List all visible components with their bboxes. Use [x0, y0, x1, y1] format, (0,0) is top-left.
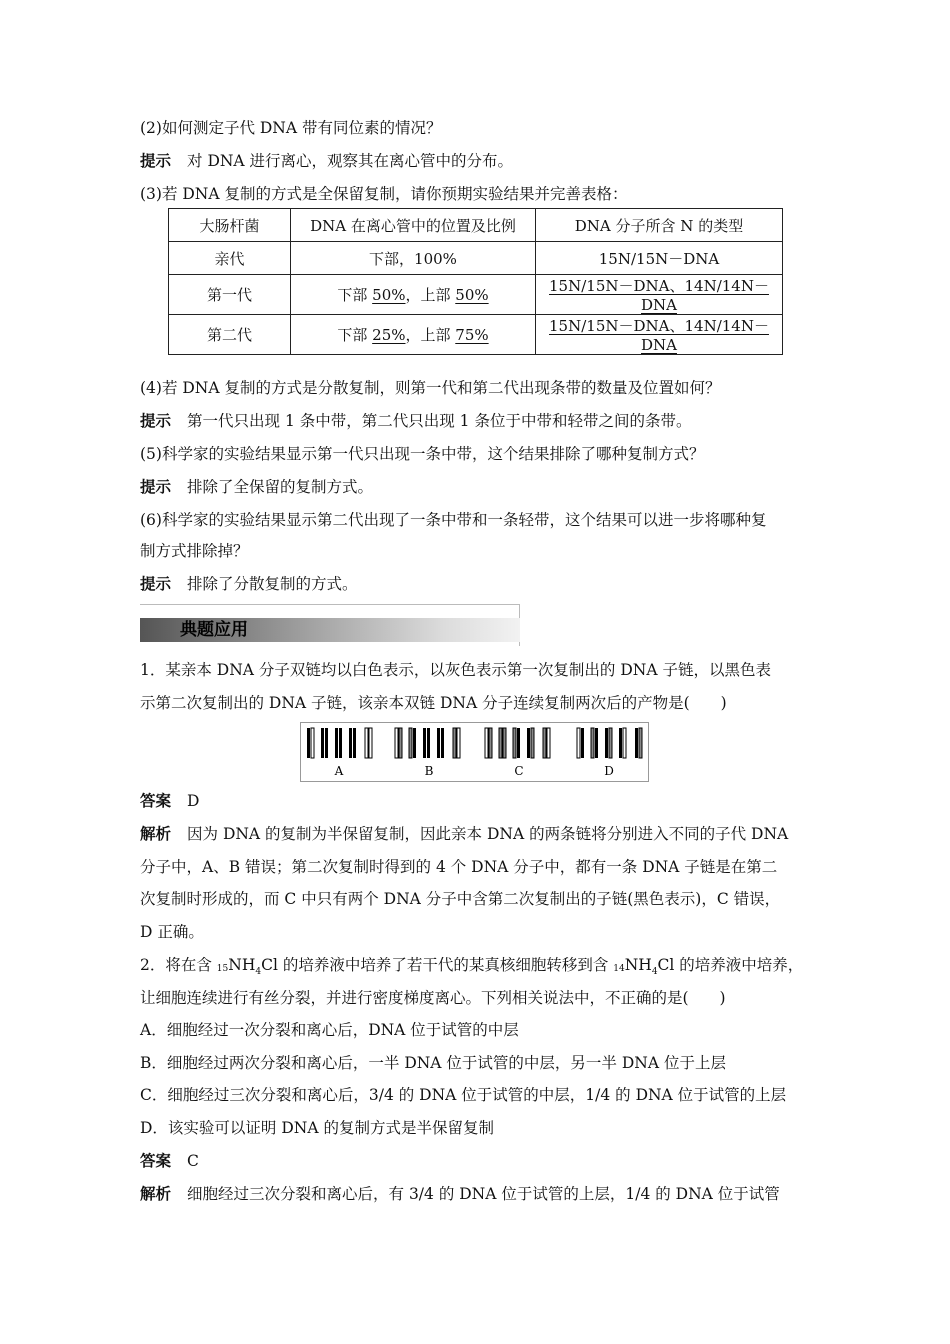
- answer-value: D: [187, 792, 200, 810]
- generation-cell: 第一代: [169, 275, 291, 315]
- analysis-label: 解析: [140, 825, 172, 843]
- banner-title: 典题应用: [180, 620, 248, 640]
- n-type-cell: [536, 315, 783, 355]
- chem-text: NH: [624, 956, 652, 974]
- n-type-answer: 15N/15N－DNA、14N/14N－DNA: [549, 317, 769, 354]
- table-row: [169, 315, 783, 355]
- hint-6: [140, 574, 358, 594]
- option-d-strands: [577, 728, 642, 758]
- hint-label: 提示: [140, 478, 172, 496]
- position-cell: 下部，100%: [291, 242, 536, 275]
- chem-text: NH: [228, 956, 256, 974]
- problem-text: 2．将在含: [140, 956, 217, 974]
- option-c-strands: [485, 728, 550, 758]
- question-6-line1: (6)科学家的实验结果显示第二代出现了一条中带和一条轻带，这个结果可以进一步将哪种复: [140, 511, 767, 529]
- hint-text: 第一代只出现 1 条中带，第二代只出现 1 条位于中带和轻带之间的条带。: [187, 412, 692, 430]
- analysis-1-line1: [140, 824, 788, 844]
- option-label: A: [334, 764, 344, 778]
- option-label: C: [514, 764, 524, 778]
- header-cell: DNA 分子所含 N 的类型: [536, 209, 783, 242]
- chem-subscript: 4: [651, 967, 658, 978]
- analysis-1-line3: 次复制时形成的，而 C 中只有两个 DNA 分子中含第二次复制出的子链(黑色表示)，C 错误，: [140, 890, 781, 908]
- position-text: 下部: [337, 326, 373, 344]
- question-3: (3)若 DNA 复制的方式是全保留复制，请你预期实验结果并完善表格：: [140, 185, 628, 203]
- position-cell: [291, 275, 536, 315]
- banner-border: [140, 604, 520, 605]
- answer-label: 答案: [140, 1152, 172, 1170]
- hint-text: 对 DNA 进行离心，观察其在离心管中的分布。: [187, 152, 514, 170]
- n-type-cell: [536, 275, 783, 315]
- hint-5: [140, 477, 373, 497]
- analysis-text: 细胞经过三次分裂和离心后，有 3/4 的 DNA 位于试管的上层，1/4 的 DNA 位于试管: [187, 1185, 780, 1203]
- question-6-line2: 制方式排除掉？: [140, 542, 249, 560]
- hint-2: [140, 151, 513, 171]
- problem-text: Cl 的培养液中培养了若干代的某真核细胞转移到含: [261, 956, 614, 974]
- option-label: D: [604, 764, 614, 778]
- problem-2-line2: 让细胞连续进行有丝分裂，并进行密度梯度离心。下列相关说法中，不正确的是( ): [140, 989, 726, 1007]
- option-a-strands: [307, 728, 372, 758]
- position-answer: 50%: [455, 286, 489, 304]
- table-row: [169, 275, 783, 315]
- option-a: A．细胞经过一次分裂和离心后，DNA 位于试管的中层: [140, 1021, 519, 1039]
- isotope-superscript: 15: [216, 964, 229, 974]
- answer-value: C: [187, 1152, 199, 1170]
- hint-text: 排除了全保留的复制方式。: [187, 478, 374, 496]
- analysis-2: [140, 1184, 780, 1204]
- n-type-answer: 15N/15N－DNA、14N/14N－DNA: [549, 277, 769, 314]
- problem-1-line1: 1．某亲本 DNA 分子双链均以白色表示，以灰色表示第一次复制出的 DNA 子链，以黑色表: [140, 661, 771, 679]
- generation-cell: 亲代: [169, 242, 291, 275]
- option-d: D．该实验可以证明 DNA 的复制方式是半保留复制: [140, 1119, 494, 1137]
- analysis-1-line2: 分子中，A、B 错误；第二次复制时得到的 4 个 DNA 分子中，都有一条 DNA 子链是在第二: [140, 858, 778, 876]
- dna-strand-figure: [300, 722, 649, 782]
- answer-label: 答案: [140, 792, 172, 810]
- chem-subscript: 4: [255, 967, 262, 978]
- position-cell: [291, 315, 536, 355]
- position-text: ，上部: [405, 326, 456, 344]
- problem-2-line1: [140, 955, 803, 982]
- hint-label: 提示: [140, 575, 172, 593]
- header-cell: DNA 在离心管中的位置及比例: [291, 209, 536, 242]
- header-cell: 大肠杆菌: [169, 209, 291, 242]
- position-answer: 50%: [372, 286, 406, 304]
- question-5: (5)科学家的实验结果显示第一代只出现一条中带，这个结果排除了哪种复制方式？: [140, 445, 705, 463]
- n-type-cell: 15N/15N－DNA: [536, 242, 783, 275]
- hint-label: 提示: [140, 152, 172, 170]
- question-2: (2)如何测定子代 DNA 带有同位素的情况？: [140, 119, 442, 137]
- hint-text: 排除了分散复制的方式。: [187, 575, 358, 593]
- analysis-1-line4: D 正确。: [140, 923, 204, 941]
- table-row: [169, 242, 783, 275]
- generation-cell: 第二代: [169, 315, 291, 355]
- position-text: ，上部: [405, 286, 456, 304]
- option-b: B．细胞经过两次分裂和离心后，一半 DNA 位于试管的中层，另一半 DNA 位于上层: [140, 1054, 726, 1072]
- result-table: [168, 208, 783, 355]
- analysis-text: 因为 DNA 的复制为半保留复制，因此亲本 DNA 的两条链将分别进入不同的子代 DNA: [187, 825, 789, 843]
- section-banner: [140, 604, 520, 646]
- position-text: 下部: [337, 286, 373, 304]
- isotope-superscript: 14: [613, 964, 625, 974]
- table-header-row: [169, 209, 783, 242]
- hint-label: 提示: [140, 412, 172, 430]
- question-4: (4)若 DNA 复制的方式是分散复制，则第一代和第二代出现条带的数量及位置如何？: [140, 379, 721, 397]
- position-answer: 25%: [372, 326, 406, 344]
- option-label: B: [424, 764, 434, 778]
- hint-4: [140, 411, 691, 431]
- answer-1: [140, 791, 199, 811]
- problem-1-line2: 示第二次复制出的 DNA 子链，该亲本双链 DNA 分子连续复制两次后的产物是( ): [140, 694, 727, 712]
- dna-options-svg: [301, 723, 648, 781]
- problem-text: Cl 的培养液中培养，: [657, 956, 804, 974]
- analysis-label: 解析: [140, 1185, 172, 1203]
- answer-2: [140, 1151, 199, 1171]
- option-c: C．细胞经过三次分裂和离心后，3/4 的 DNA 位于试管的中层，1/4 的 DNA 位于试管的上层: [140, 1086, 787, 1104]
- position-answer: 75%: [455, 326, 489, 344]
- option-b-strands: [395, 728, 460, 758]
